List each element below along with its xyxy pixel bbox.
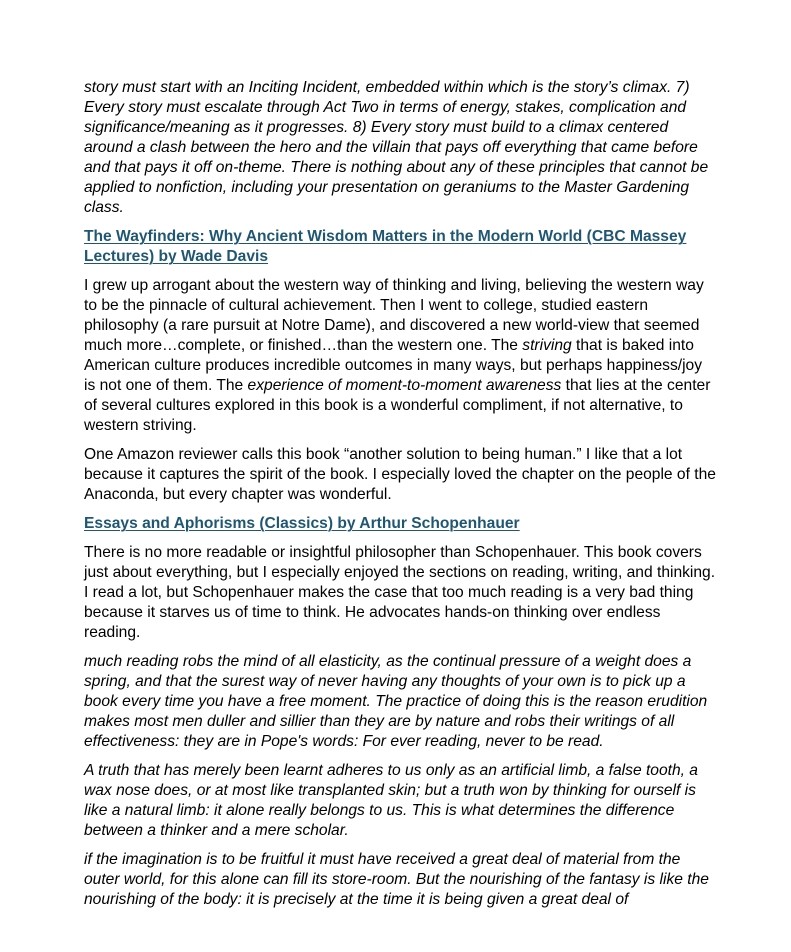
wayfinders-p1-text-c: that lies at the center of several cultures explored in this book is a wonderful compliment, if not alternative, to western striving.: [84, 377, 711, 434]
schopenhauer-quote-2: A truth that has merely been learnt adheres to us only as an artificial limb, a false tooth, a wax nose does, or at most like transplanted skin; but a truth won by thinking for ourself is like a natural limb: it alone really belongs to us. This is what determines the difference between a thinker and a mere scholar.: [84, 762, 698, 839]
wayfinders-title-link[interactable]: The Wayfinders: Why Ancient Wisdom Matters in the Modern World (CBC Massey Lectures) by Wade Davis: [84, 228, 687, 265]
schopenhauer-quote-1: much reading robs the mind of all elasticity, as the continual pressure of a weight does a spring, and that the surest way of never having any thoughts of your own is to pick up a book every time you have a free moment. The practice of doing this is the reason erudition makes most men duller and sillier than they are by nature and robs their writings of all effectiveness: they are in Pope's words: For ever reading, never to be read.: [84, 653, 708, 750]
schopenhauer-paragraph-1: There is no more readable or insightful philosopher than Schopenhauer. This book covers just about everything, but I especially enjoyed the sections on reading, writing, and thinking. I read a lot, but Schopenhauer makes the case that too much reading is a very bad thing because it starves us of time to think. He advocates hands-on thinking over endless reading.: [84, 544, 716, 641]
wayfinders-p1-emphasis-striving: striving: [522, 337, 572, 354]
wayfinders-p1-emphasis-awareness: experience of moment-to-moment awareness: [247, 377, 562, 394]
schopenhauer-quote-3: if the imagination is to be fruitful it must have received a great deal of material from the outer world, for this alone can fill its store-room. But the nourishing of the fantasy is like the nourishing of the body: it is precisely at the time it is being given a great deal of: [84, 851, 709, 908]
schopenhauer-heading: [84, 514, 716, 534]
wayfinders-paragraph-1: [84, 276, 716, 436]
document-page: [84, 78, 716, 919]
schopenhauer-title-link[interactable]: Essays and Aphorisms (Classics) by Arthur Schopenhauer: [84, 515, 520, 532]
wayfinders-heading: [84, 227, 716, 267]
intro-paragraph: story must start with an Inciting Incident, embedded within which is the story’s climax. 7) Every story must escalate through Act Two in terms of energy, stakes, complication and significance/meaning as it progresses. 8) Every story must build to a climax centered around a clash between the hero and the villain that pays off everything that came before and that pays it off on-theme. There is nothing about any of these principles that cannot be applied to nonfiction, including your presentation on geraniums to the Master Gardening class.: [84, 79, 709, 216]
wayfinders-p1-text-a: I grew up arrogant about the western way of thinking and living, believing the western way to be the pinnacle of cultural achievement. Then I went to college, studied eastern philosophy (a rare pursuit at Notre Dame), and discovered a new world-view that seemed much more…complete, or finished…than the western one. The: [84, 277, 704, 354]
wayfinders-p1-text-b: that is baked into American culture produces incredible outcomes in many ways, but perhaps happiness/joy is not one of them. The: [84, 337, 703, 394]
wayfinders-paragraph-2: One Amazon reviewer calls this book “another solution to being human.” I like that a lot because it captures the spirit of the book. I especially loved the chapter on the people of the Anaconda, but every chapter was wonderful.: [84, 446, 716, 503]
